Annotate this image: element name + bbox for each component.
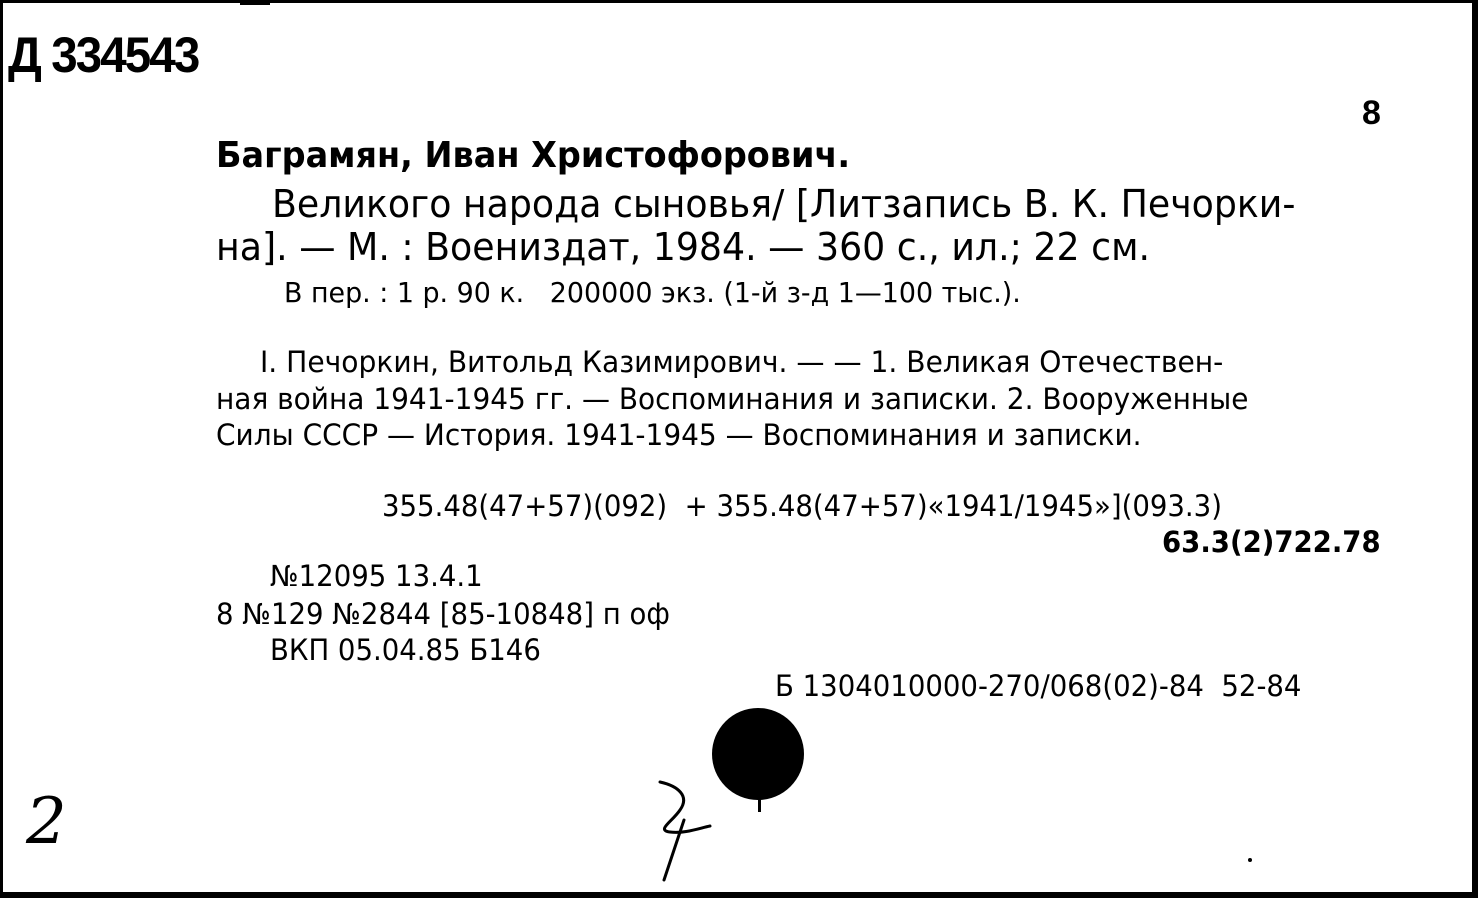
record-line-2: 8 №129 №2844 [85-10848] п оф <box>216 597 670 631</box>
card-top-edge <box>0 0 1478 3</box>
isbn-line: Б 1304010000-270/068(02)-84 52-84 <box>775 669 1302 703</box>
price-line: В пер. : 1 р. 90 к. 200000 экз. (1-й з-д 1—100 тыс.). <box>284 276 1021 309</box>
bbk-index: 63.3(2)722.78 <box>1162 525 1381 559</box>
title-line-1: Великого народа сыновья/ [Литзапись В. К. Печорки- <box>272 182 1296 226</box>
card-bottom-edge <box>0 892 1478 898</box>
tracing-line-2: ная война 1941-1945 гг. — Воспоминания и записки. 2. Вооруженные <box>216 382 1249 416</box>
speck-mark <box>1248 858 1252 862</box>
tracing-line-3: Силы СССР — История. 1941-1945 — Воспоминания и записки. <box>216 418 1142 452</box>
shelfmark: Д 334543 <box>8 27 199 83</box>
card-edge-mark <box>240 3 270 5</box>
handwritten-mark <box>650 770 730 885</box>
udc-index: 355.48(47+57)(092) + 355.48(47+57)«1941/1945»](093.3) <box>382 489 1222 523</box>
tracing-line-1: I. Печоркин, Витольд Казимирович. — — 1. Великая Отечествен- <box>260 345 1224 379</box>
speck-mark <box>758 800 761 812</box>
card-right-edge <box>1472 0 1478 898</box>
card-number: 8 <box>1362 94 1381 132</box>
card-left-edge <box>0 0 3 898</box>
handwritten-number: 2 <box>26 785 67 859</box>
author-heading: Баграмян, Иван Христофорович. <box>216 135 851 176</box>
record-line-1: №12095 13.4.1 <box>270 559 483 593</box>
record-line-3: ВКП 05.04.85 Б146 <box>270 633 541 667</box>
title-line-2: на]. — М. : Воениздат, 1984. — 360 с., ил.; 22 см. <box>216 225 1151 269</box>
